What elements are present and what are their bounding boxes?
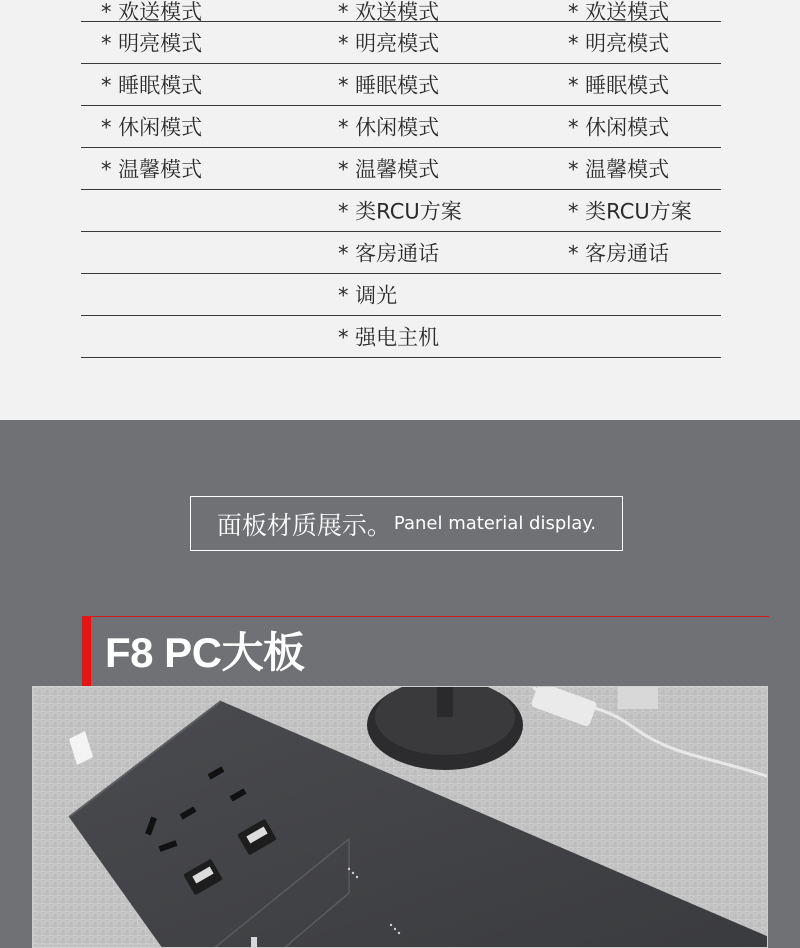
table-cell: * 强电主机: [338, 324, 440, 349]
table-row: [81, 106, 721, 148]
table-row: [81, 0, 721, 22]
table-cell: * 休闲模式: [338, 114, 440, 139]
table-cell: * 温馨模式: [568, 156, 670, 181]
table-cell: * 温馨模式: [101, 156, 203, 181]
table-cell: * 明亮模式: [568, 30, 670, 55]
table-row: [81, 148, 721, 190]
table-cell: * 类RCU方案: [338, 198, 462, 223]
table-cell: * 明亮模式: [338, 30, 440, 55]
table-cell: * 睡眠模式: [568, 72, 670, 97]
product-heading: [82, 616, 769, 686]
table-row: [81, 274, 721, 316]
table-row: [81, 22, 721, 64]
table-cell: * 欢送模式: [101, 0, 203, 24]
section-title-box: [190, 496, 623, 551]
feature-table-section: [0, 0, 800, 420]
table-cell: * 休闲模式: [568, 114, 670, 139]
table-row: [81, 64, 721, 106]
section-title-en: Panel material display.: [393, 513, 597, 534]
table-cell: * 温馨模式: [338, 156, 440, 181]
table-row: [81, 190, 721, 232]
heading-accent-bar: [82, 616, 91, 686]
table-row: [81, 316, 721, 358]
table-cell: * 调光: [338, 282, 398, 307]
table-cell: * 明亮模式: [101, 30, 203, 55]
product-title: F8 PC大板: [105, 629, 305, 676]
table-cell: * 睡眠模式: [338, 72, 440, 97]
table-cell: * 欢送模式: [338, 0, 440, 24]
material-display-section: [0, 420, 800, 948]
table-cell: * 类RCU方案: [568, 198, 692, 223]
table-cell: * 客房通话: [568, 240, 670, 265]
panel-photo-illustration: [33, 687, 768, 948]
table-cell: * 客房通话: [338, 240, 440, 265]
table-cell: * 休闲模式: [101, 114, 203, 139]
section-title-zh: 面板材质展示。: [216, 510, 392, 540]
table-cell: * 欢送模式: [568, 0, 670, 24]
heading-divider: [82, 616, 769, 617]
product-photo: [32, 686, 768, 948]
table-row: [81, 232, 721, 274]
table-cell: * 睡眠模式: [101, 72, 203, 97]
feature-table: [81, 0, 721, 358]
